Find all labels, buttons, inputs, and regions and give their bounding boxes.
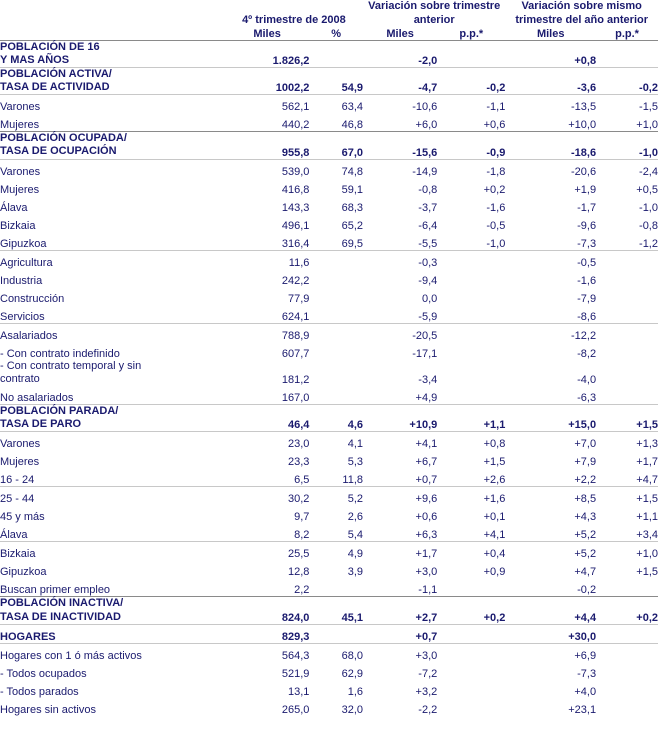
header-group-quarter: 4º trimestre de 2008 bbox=[242, 13, 346, 26]
cell-value: +0,7 bbox=[415, 474, 438, 487]
header-sub-miles-2: Miles bbox=[386, 27, 414, 40]
cell-value: +1,5 bbox=[636, 566, 658, 579]
row-label: Mujeres bbox=[0, 119, 40, 132]
row-label: Gipuzkoa bbox=[0, 237, 47, 250]
row-label: POBLACIÓN DE 16 Y MAS AÑOS bbox=[0, 40, 100, 66]
cell-value: 1,6 bbox=[347, 685, 364, 698]
cell-value bbox=[437, 698, 505, 716]
row-label: Asalariados bbox=[0, 329, 58, 342]
cell-value bbox=[596, 578, 658, 596]
cell-value: +1,1 bbox=[636, 511, 658, 524]
cell-value: +3,2 bbox=[415, 685, 438, 698]
cell-value: -0,2 bbox=[486, 82, 506, 95]
cell-value: -1,2 bbox=[639, 237, 658, 250]
cell-value: 54,9 bbox=[341, 82, 364, 95]
header-sub-blank bbox=[0, 28, 225, 40]
table-row bbox=[0, 232, 658, 250]
cell-value bbox=[437, 386, 505, 404]
cell-value: +5,2 bbox=[574, 548, 597, 561]
cell-value: 45,1 bbox=[341, 611, 364, 624]
cell-value: 4,9 bbox=[347, 548, 364, 561]
table-row bbox=[0, 523, 658, 541]
cell-value: +10,0 bbox=[568, 119, 597, 132]
row-label: Hogares sin activos bbox=[0, 703, 96, 716]
cell-value: 67,0 bbox=[341, 146, 364, 159]
cell-value bbox=[309, 386, 363, 404]
cell-value bbox=[437, 662, 505, 680]
cell-value: 23,0 bbox=[287, 438, 310, 451]
cell-value: 77,9 bbox=[287, 292, 310, 305]
cell-value: 242,2 bbox=[281, 274, 310, 287]
cell-value bbox=[309, 250, 363, 269]
row-label: - Con contrato temporal y sin contrato bbox=[0, 359, 142, 385]
cell-value bbox=[437, 680, 505, 698]
cell-value: +4,4 bbox=[574, 611, 597, 624]
cell-value: +1,5 bbox=[636, 419, 658, 432]
cell-value bbox=[596, 360, 658, 386]
row-label: POBLACIÓN OCUPADA/ TASA DE OCUPACIÓN bbox=[0, 132, 127, 158]
table-row bbox=[0, 323, 658, 342]
cell-value: -1,0 bbox=[639, 146, 658, 159]
cell-value: -17,1 bbox=[412, 347, 438, 360]
cell-value bbox=[437, 360, 505, 386]
cell-value bbox=[437, 287, 505, 305]
cell-value: 32,0 bbox=[341, 703, 364, 716]
cell-value: +0,6 bbox=[483, 119, 506, 132]
cell-value: -13,5 bbox=[571, 101, 597, 114]
table-row bbox=[0, 624, 658, 643]
cell-value bbox=[596, 386, 658, 404]
cell-value: -8,2 bbox=[577, 347, 597, 360]
cell-value: -1,1 bbox=[486, 101, 506, 114]
cell-value bbox=[309, 287, 363, 305]
row-label: Mujeres bbox=[0, 183, 40, 196]
cell-value: +6,9 bbox=[574, 649, 597, 662]
table-row bbox=[0, 560, 658, 578]
row-label: Construcción bbox=[0, 292, 65, 305]
cell-value: -1,7 bbox=[577, 201, 597, 214]
cell-value: -2,2 bbox=[418, 703, 438, 716]
cell-value bbox=[437, 342, 505, 360]
cell-value bbox=[309, 578, 363, 596]
cell-value: 62,9 bbox=[341, 667, 364, 680]
cell-value: 624,1 bbox=[281, 310, 310, 323]
cell-value: -3,4 bbox=[418, 374, 438, 386]
cell-value: -12,2 bbox=[571, 329, 597, 342]
cell-value bbox=[309, 269, 363, 287]
cell-value: 181,2 bbox=[281, 374, 310, 386]
cell-value: +0,2 bbox=[636, 611, 658, 624]
cell-value: 521,9 bbox=[281, 667, 310, 680]
cell-value bbox=[309, 342, 363, 360]
cell-value: +4,7 bbox=[574, 566, 597, 579]
cell-value: 5,4 bbox=[347, 529, 364, 542]
header-group-prev-quarter: Variación sobre trimestre anterior bbox=[368, 0, 501, 26]
cell-value: -7,2 bbox=[418, 667, 438, 680]
row-label: Hogares con 1 ó más activos bbox=[0, 649, 142, 662]
cell-value bbox=[596, 305, 658, 323]
cell-value: -10,6 bbox=[412, 101, 438, 114]
cell-value: +2,2 bbox=[574, 474, 597, 487]
cell-value: +1,6 bbox=[483, 493, 506, 506]
cell-value: +3,0 bbox=[415, 649, 438, 662]
row-label: Bizkaia bbox=[0, 219, 36, 232]
cell-value bbox=[596, 342, 658, 360]
header-sub-miles-1: Miles bbox=[253, 27, 281, 40]
table-row bbox=[0, 698, 658, 716]
cell-value: -3,7 bbox=[418, 201, 438, 214]
cell-value: 59,1 bbox=[341, 183, 364, 196]
cell-value: +7,9 bbox=[574, 456, 597, 469]
cell-value: +6,7 bbox=[415, 456, 438, 469]
table-body bbox=[0, 40, 658, 716]
row-label: Álava bbox=[0, 529, 28, 542]
cell-value: -15,6 bbox=[412, 146, 438, 159]
table-row bbox=[0, 132, 658, 159]
cell-value: +30,0 bbox=[568, 630, 597, 643]
table-row bbox=[0, 360, 658, 386]
row-label: POBLACIÓN INACTIVA/ TASA DE INACTIVIDAD bbox=[0, 597, 124, 623]
cell-value: +0,1 bbox=[483, 511, 506, 524]
row-label: - Todos parados bbox=[0, 685, 79, 698]
cell-value: 496,1 bbox=[281, 219, 310, 232]
table-row bbox=[0, 643, 658, 662]
cell-value bbox=[596, 662, 658, 680]
cell-value: 25,5 bbox=[287, 548, 310, 561]
cell-value: +1,9 bbox=[574, 183, 597, 196]
cell-value: +0,2 bbox=[483, 183, 506, 196]
cell-value: 562,1 bbox=[281, 101, 310, 114]
cell-value: 316,4 bbox=[281, 237, 310, 250]
cell-value bbox=[596, 40, 658, 67]
cell-value: -0,5 bbox=[577, 256, 597, 269]
table-row bbox=[0, 305, 658, 323]
cell-value: +6,0 bbox=[415, 119, 438, 132]
cell-value: -1,5 bbox=[639, 101, 658, 114]
cell-value: 167,0 bbox=[281, 392, 310, 404]
cell-value bbox=[596, 269, 658, 287]
cell-value: -0,8 bbox=[418, 183, 438, 196]
cell-value: -1,0 bbox=[639, 201, 658, 214]
cell-value: 11,6 bbox=[288, 256, 310, 269]
cell-value bbox=[437, 323, 505, 342]
cell-value: -5,9 bbox=[418, 310, 438, 323]
header-corner-blank bbox=[0, 0, 225, 28]
cell-value: 46,8 bbox=[341, 119, 364, 132]
cell-value: +1,0 bbox=[636, 548, 658, 561]
cell-value: 5,3 bbox=[347, 456, 364, 469]
cell-value: +4,1 bbox=[415, 438, 438, 451]
cell-value bbox=[437, 624, 505, 643]
cell-value: 539,0 bbox=[281, 165, 310, 178]
cell-value: -7,3 bbox=[577, 667, 597, 680]
header-sub-pp-2: p.p.* bbox=[615, 27, 639, 40]
cell-value bbox=[437, 250, 505, 269]
cell-value: 12,8 bbox=[287, 566, 310, 579]
header-group-row bbox=[0, 0, 658, 28]
table-row bbox=[0, 487, 658, 506]
cell-value: -4,0 bbox=[577, 374, 597, 386]
cell-value: 788,9 bbox=[281, 329, 310, 342]
cell-value: 6,5 bbox=[294, 474, 310, 487]
cell-value: 63,4 bbox=[341, 101, 364, 114]
cell-value: 74,8 bbox=[341, 165, 364, 178]
cell-value: 1002,2 bbox=[275, 82, 310, 95]
cell-value bbox=[309, 360, 363, 386]
row-label: Servicios bbox=[0, 310, 45, 323]
cell-value: 143,3 bbox=[281, 201, 310, 214]
table-row bbox=[0, 287, 658, 305]
header-sub-pp-1: p.p.* bbox=[459, 27, 484, 40]
cell-value: +0,6 bbox=[415, 511, 438, 524]
cell-value: 30,2 bbox=[287, 493, 310, 506]
cell-value: +4,9 bbox=[415, 392, 438, 404]
cell-value bbox=[309, 624, 363, 643]
row-label: - Todos ocupados bbox=[0, 667, 87, 680]
cell-value: -1,6 bbox=[577, 274, 597, 287]
cell-value: 23,3 bbox=[287, 456, 310, 469]
table-row bbox=[0, 67, 658, 94]
cell-value: -1,0 bbox=[486, 237, 506, 250]
cell-value bbox=[437, 578, 505, 596]
cell-value: +1,7 bbox=[415, 548, 438, 561]
cell-value: 69,5 bbox=[341, 237, 364, 250]
table-row bbox=[0, 214, 658, 232]
row-label: Agricultura bbox=[0, 256, 53, 269]
cell-value: +23,1 bbox=[568, 703, 597, 716]
cell-value: +1,0 bbox=[636, 119, 658, 132]
cell-value: 2,2 bbox=[294, 584, 310, 597]
cell-value: 416,8 bbox=[281, 183, 310, 196]
cell-value: +4,0 bbox=[574, 685, 597, 698]
table-row bbox=[0, 250, 658, 269]
header-sub-pct: % bbox=[331, 27, 342, 40]
cell-value: -4,7 bbox=[418, 82, 438, 95]
cell-value: 5,2 bbox=[347, 493, 364, 506]
cell-value: +4,1 bbox=[483, 529, 506, 542]
cell-value: +2,6 bbox=[483, 474, 506, 487]
cell-value: -1,8 bbox=[486, 165, 506, 178]
cell-value: +5,2 bbox=[574, 529, 597, 542]
cell-value: +8,5 bbox=[574, 493, 597, 506]
cell-value: -20,5 bbox=[412, 329, 438, 342]
header-group-prev-year: Variación sobre mismo trimestre del año anterior bbox=[515, 0, 648, 26]
table-row bbox=[0, 95, 658, 114]
cell-value bbox=[309, 305, 363, 323]
row-label: Industria bbox=[0, 274, 43, 287]
row-label: Gipuzkoa bbox=[0, 566, 47, 579]
cell-value: 955,8 bbox=[281, 146, 310, 159]
cell-value: +2,7 bbox=[415, 611, 438, 624]
cell-value: +9,6 bbox=[415, 493, 438, 506]
row-label: 16 - 24 bbox=[0, 474, 35, 487]
cell-value: +0,7 bbox=[415, 630, 438, 643]
cell-value: 564,3 bbox=[281, 649, 310, 662]
table-row bbox=[0, 505, 658, 523]
cell-value: 829,3 bbox=[281, 630, 310, 643]
table-row bbox=[0, 386, 658, 404]
cell-value: 8,2 bbox=[294, 529, 310, 542]
row-label: Mujeres bbox=[0, 456, 40, 469]
cell-value: -2,4 bbox=[639, 165, 658, 178]
cell-value: +1,1 bbox=[483, 419, 506, 432]
table-row bbox=[0, 597, 658, 624]
row-label: Varones bbox=[0, 165, 41, 178]
table-row bbox=[0, 113, 658, 131]
cell-value: 68,3 bbox=[341, 201, 364, 214]
cell-value: -0,2 bbox=[639, 82, 658, 95]
table-row bbox=[0, 405, 658, 432]
cell-value: +0,8 bbox=[574, 54, 597, 67]
cell-value: 65,2 bbox=[341, 219, 364, 232]
cell-value: -0,8 bbox=[639, 219, 658, 232]
cell-value: -2,0 bbox=[418, 54, 438, 67]
cell-value: 265,0 bbox=[281, 703, 310, 716]
cell-value: 824,0 bbox=[281, 611, 310, 624]
cell-value: -9,4 bbox=[418, 274, 438, 287]
cell-value: 3,9 bbox=[347, 566, 364, 579]
cell-value: -0,2 bbox=[577, 584, 597, 597]
cell-value: +0,9 bbox=[483, 566, 506, 579]
cell-value bbox=[596, 287, 658, 305]
cell-value: +4,7 bbox=[636, 474, 658, 487]
cell-value: 2,6 bbox=[347, 511, 364, 524]
table-row bbox=[0, 432, 658, 451]
table-row bbox=[0, 450, 658, 468]
row-label: No asalariados bbox=[0, 392, 74, 404]
cell-value: +0,5 bbox=[636, 183, 658, 196]
cell-value: +1,7 bbox=[636, 456, 658, 469]
cell-value bbox=[309, 323, 363, 342]
row-label: Álava bbox=[0, 201, 28, 214]
cell-value: +1,5 bbox=[636, 493, 658, 506]
table-row bbox=[0, 542, 658, 561]
cell-value: +1,5 bbox=[483, 456, 506, 469]
row-label: Varones bbox=[0, 438, 41, 451]
cell-value: 4,1 bbox=[347, 438, 364, 451]
cell-value: +0,2 bbox=[483, 611, 506, 624]
row-label: Varones bbox=[0, 101, 41, 114]
table-row bbox=[0, 662, 658, 680]
cell-value: +1,3 bbox=[636, 438, 658, 451]
cell-value: -6,3 bbox=[577, 392, 597, 404]
cell-value: 440,2 bbox=[281, 119, 310, 132]
cell-value: -7,3 bbox=[577, 237, 597, 250]
cell-value: -1,1 bbox=[418, 584, 438, 597]
row-label: Bizkaia bbox=[0, 548, 36, 561]
cell-value: 46,4 bbox=[287, 419, 310, 432]
cell-value: 4,6 bbox=[347, 419, 364, 432]
row-label: 45 y más bbox=[0, 511, 45, 524]
cell-value: -5,5 bbox=[418, 237, 438, 250]
cell-value: 9,7 bbox=[294, 511, 310, 524]
cell-value: +3,0 bbox=[415, 566, 438, 579]
cell-value bbox=[437, 643, 505, 662]
cell-value: +0,4 bbox=[483, 548, 506, 561]
cell-value bbox=[437, 269, 505, 287]
cell-value: +3,4 bbox=[636, 529, 658, 542]
header-sub-miles-3: Miles bbox=[536, 27, 565, 40]
table-row bbox=[0, 178, 658, 196]
table-row bbox=[0, 159, 658, 178]
table-row bbox=[0, 680, 658, 698]
cell-value: +6,3 bbox=[415, 529, 438, 542]
row-label: Buscan primer empleo bbox=[0, 584, 111, 597]
row-label: POBLACIÓN ACTIVA/ TASA DE ACTIVIDAD bbox=[0, 67, 112, 94]
cell-value bbox=[596, 323, 658, 342]
cell-value: -0,5 bbox=[486, 219, 506, 232]
row-label: - Con contrato indefinido bbox=[0, 347, 120, 360]
cell-value: -18,6 bbox=[571, 146, 597, 159]
cell-value: -0,3 bbox=[418, 256, 438, 269]
cell-value: +0,8 bbox=[483, 438, 506, 451]
cell-value: 0,0 bbox=[421, 292, 438, 305]
cell-value bbox=[596, 643, 658, 662]
cell-value bbox=[596, 250, 658, 269]
table-row bbox=[0, 40, 658, 67]
cell-value: 607,7 bbox=[281, 347, 310, 360]
cell-value: 1.826,2 bbox=[272, 54, 310, 67]
cell-value: -6,4 bbox=[418, 219, 438, 232]
cell-value: -20,6 bbox=[571, 165, 597, 178]
cell-value: 11,8 bbox=[342, 474, 364, 487]
cell-value: -1,6 bbox=[486, 201, 506, 214]
cell-value: -0,9 bbox=[486, 146, 506, 159]
table-header bbox=[0, 0, 658, 40]
cell-value bbox=[309, 40, 363, 67]
cell-value: -3,6 bbox=[577, 82, 597, 95]
table-row bbox=[0, 342, 658, 360]
cell-value bbox=[596, 698, 658, 716]
cell-value: -7,9 bbox=[577, 292, 597, 305]
row-label: POBLACIÓN PARADA/ TASA DE PARO bbox=[0, 405, 119, 431]
cell-value: +4,3 bbox=[574, 511, 597, 524]
cell-value bbox=[596, 624, 658, 643]
cell-value: 68,0 bbox=[341, 649, 364, 662]
cell-value: -9,6 bbox=[577, 219, 597, 232]
table-row bbox=[0, 578, 658, 596]
cell-value bbox=[596, 680, 658, 698]
cell-value: +15,0 bbox=[568, 419, 597, 432]
row-label: 25 - 44 bbox=[0, 493, 35, 506]
cell-value bbox=[437, 305, 505, 323]
row-label: HOGARES bbox=[0, 630, 56, 643]
table-row bbox=[0, 196, 658, 214]
cell-value: +7,0 bbox=[574, 438, 597, 451]
cell-value bbox=[437, 40, 505, 67]
cell-value: 13,1 bbox=[287, 685, 310, 698]
cell-value: -8,6 bbox=[577, 310, 597, 323]
header-sub-row bbox=[0, 28, 658, 40]
table-row bbox=[0, 269, 658, 287]
cell-value: +10,9 bbox=[409, 419, 438, 432]
cell-value: -14,9 bbox=[412, 165, 438, 178]
table-row bbox=[0, 468, 658, 486]
